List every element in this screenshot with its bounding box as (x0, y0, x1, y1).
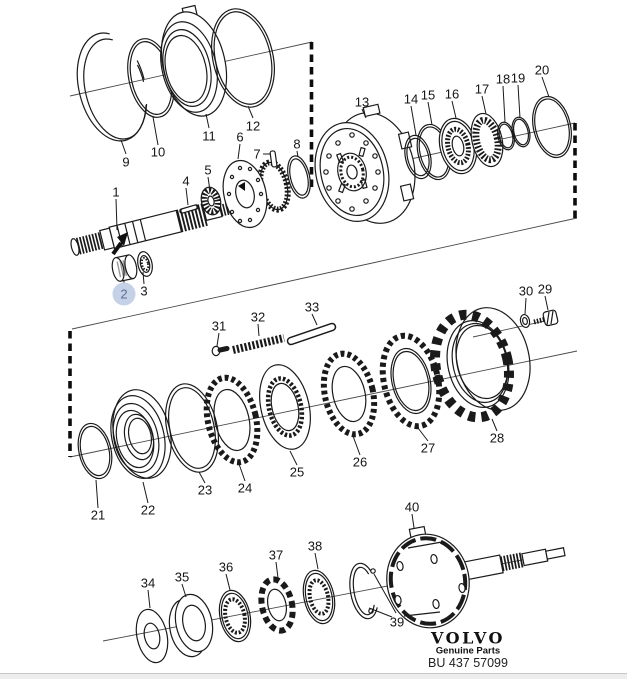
callout-25[interactable]: 25 (289, 464, 305, 480)
part-4-pin[interactable] (182, 207, 196, 211)
part-13-clutch-drum[interactable] (306, 104, 426, 231)
callout-19[interactable]: 19 (510, 70, 526, 86)
callout-31[interactable]: 31 (211, 318, 227, 334)
callout-12[interactable]: 12 (245, 118, 261, 134)
part-2-bushing[interactable] (110, 254, 138, 282)
part-34-washer[interactable] (132, 606, 173, 665)
callout-17[interactable]: 17 (474, 81, 490, 97)
callout-21[interactable]: 21 (90, 507, 106, 523)
part-29-bolt[interactable] (534, 310, 558, 327)
part-37-lock-plate[interactable] (257, 576, 297, 633)
callout-33[interactable]: 33 (304, 299, 320, 315)
callout-27[interactable]: 27 (420, 440, 436, 456)
callout-4[interactable]: 4 (182, 173, 190, 189)
callout-30[interactable]: 30 (518, 283, 534, 299)
callout-5[interactable]: 5 (204, 162, 212, 178)
part-number-label: BU 437 57099 (428, 656, 508, 670)
part-20-ring[interactable] (527, 93, 577, 162)
part-36-splined-washer[interactable] (215, 587, 255, 644)
callout-20[interactable]: 20 (534, 62, 550, 78)
callout-38[interactable]: 38 (307, 538, 323, 554)
callout-16[interactable]: 16 (444, 86, 460, 102)
callout-24[interactable]: 24 (237, 480, 253, 496)
volvo-wordmark: VOLVO (431, 628, 505, 648)
callout-15[interactable]: 15 (420, 87, 436, 103)
callout-1[interactable]: 1 (112, 184, 120, 200)
callout-23[interactable]: 23 (197, 482, 213, 498)
part-38-splined-disc[interactable] (299, 567, 340, 626)
callout-32[interactable]: 32 (250, 309, 266, 325)
part-33-pin[interactable] (291, 327, 332, 341)
callout-2-selected[interactable]: 2 (113, 283, 136, 306)
callout-40[interactable]: 40 (404, 499, 420, 515)
callout-29[interactable]: 29 (537, 281, 553, 297)
callout-6[interactable]: 6 (236, 129, 244, 145)
callout-36[interactable]: 36 (218, 559, 234, 575)
group-boundaries (70, 42, 575, 457)
part-11-piston[interactable] (152, 5, 236, 122)
callout-28[interactable]: 28 (489, 430, 505, 446)
callout-18[interactable]: 18 (495, 71, 511, 87)
part-32-spring[interactable] (233, 338, 284, 350)
callout-10[interactable]: 10 (150, 144, 166, 160)
part-24-clutch-disc[interactable] (199, 373, 265, 468)
callout-37[interactable]: 37 (268, 547, 284, 563)
callout-13[interactable]: 13 (354, 94, 370, 110)
callout-39[interactable]: 39 (389, 614, 405, 630)
part-35-bearing[interactable] (164, 591, 217, 660)
callout-22[interactable]: 22 (140, 502, 156, 518)
part-3-washer[interactable] (136, 250, 155, 277)
part-39-snap-ring[interactable] (346, 561, 382, 621)
part-6-hub[interactable] (217, 156, 292, 232)
callout-35[interactable]: 35 (174, 569, 190, 585)
page-footer-strip (0, 673, 627, 679)
part-31-screw[interactable] (212, 346, 227, 355)
callout-26[interactable]: 26 (352, 454, 368, 470)
callout-34[interactable]: 34 (140, 575, 156, 591)
part-40-planet-carrier[interactable] (379, 527, 566, 635)
part-8-ring[interactable] (284, 154, 314, 201)
callout-14[interactable]: 14 (403, 91, 419, 107)
callout-8[interactable]: 8 (293, 136, 301, 152)
genuine-parts-label: Genuine Parts (435, 645, 501, 657)
callout-9[interactable]: 9 (122, 154, 130, 170)
callout-11[interactable]: 11 (202, 128, 216, 144)
callout-7[interactable]: 7 (253, 146, 261, 162)
callout-3[interactable]: 3 (140, 283, 148, 299)
